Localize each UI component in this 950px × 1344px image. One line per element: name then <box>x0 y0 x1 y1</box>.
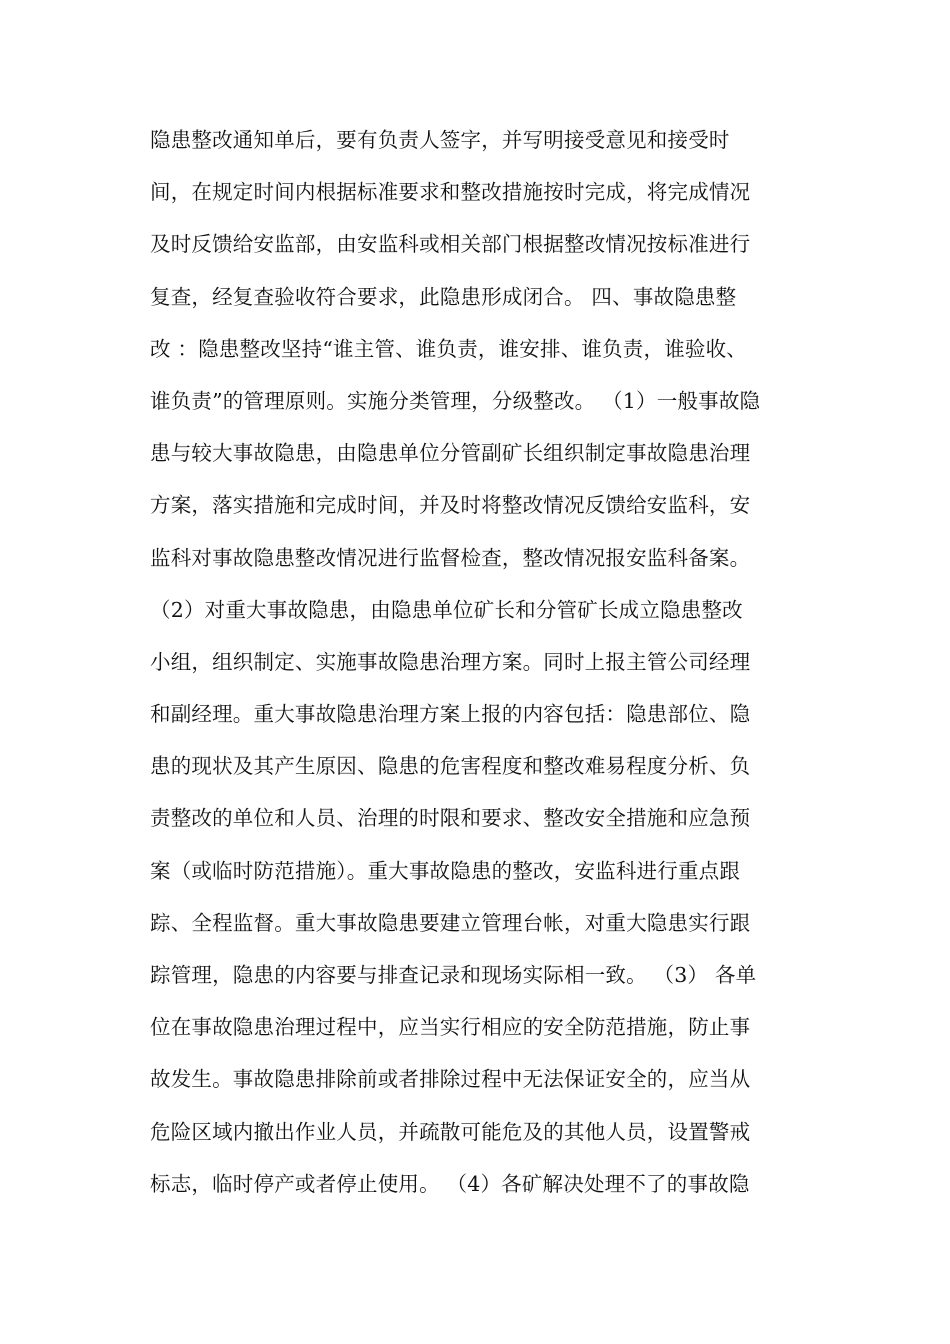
text-line-11: 小组，组织制定、实施事故隐患治理方案。同时上报主管公司经理 <box>150 649 751 674</box>
text-line-1: 隐患整改通知单后，要有负责人签字，并写明接受意见和接受时 <box>150 128 730 152</box>
text-line-14: 责整改的单位和人员、治理的时限和要求、整改安全措施和应急预 <box>150 806 751 831</box>
text-line-20: 危险区域内撤出作业人员，并疏散可能危及的其他人员，设置警戒 <box>150 1119 751 1144</box>
text-line-21: 标志，临时停产或者停止使用。 （4）各矿解决处理不了的事故隐 <box>150 1171 750 1196</box>
text-line-16: 踪、全程监督。重大事故隐患要建立管理台帐，对重大隐患实行跟 <box>150 910 751 935</box>
text-line-12: 和副经理。重大事故隐患治理方案上报的内容包括：隐患部位、隐 <box>150 702 751 727</box>
text-line-9: 监科对事故隐患整改情况进行监督检查，整改情况报安监科备案。 <box>150 545 751 570</box>
text-line-13: 患的现状及其产生原因、隐患的危害程度和整改难易程度分析、负 <box>150 754 751 779</box>
text-line-6: 谁负责”的管理原则。实施分类管理，分级整改。 （1）一般事故隐 <box>150 388 761 413</box>
text-line-3: 及时反馈给安监部，由安监科或相关部门根据整改情况按标准进行 <box>150 232 751 257</box>
text-line-5: 改 ：隐患整改坚持“谁主管、谁负责，谁安排、谁负责，谁验收、 <box>150 336 747 361</box>
text-line-15: 案（或临时防范措施）。重大事故隐患的整改，安监科进行重点跟 <box>150 858 741 883</box>
text-line-8: 方案，落实措施和完成时间，并及时将整改情况反馈给安监科，安 <box>150 493 751 518</box>
text-line-7: 患与较大事故隐患，由隐患单位分管副矿长组织制定事故隐患治理 <box>150 441 751 466</box>
text-line-10: （2）对重大事故隐患，由隐患单位矿长和分管矿长成立隐患整改 <box>150 597 743 622</box>
text-line-19: 故发生。事故隐患排除前或者排除过程中无法保证安全的，应当从 <box>150 1067 751 1092</box>
text-line-17: 踪管理，隐患的内容要与排查记录和现场实际相一致。 （3） 各单 <box>150 963 757 987</box>
text-line-2: 间，在规定时间内根据标准要求和整改措施按时完成，将完成情况 <box>150 180 751 205</box>
text-line-18: 位在事故隐患治理过程中，应当实行相应的安全防范措施，防止事 <box>150 1015 751 1040</box>
body-text <box>150 114 810 1210</box>
text-line-4: 复查，经复查验收符合要求，此隐患形成闭合。 四、事故隐患整 <box>150 284 737 309</box>
